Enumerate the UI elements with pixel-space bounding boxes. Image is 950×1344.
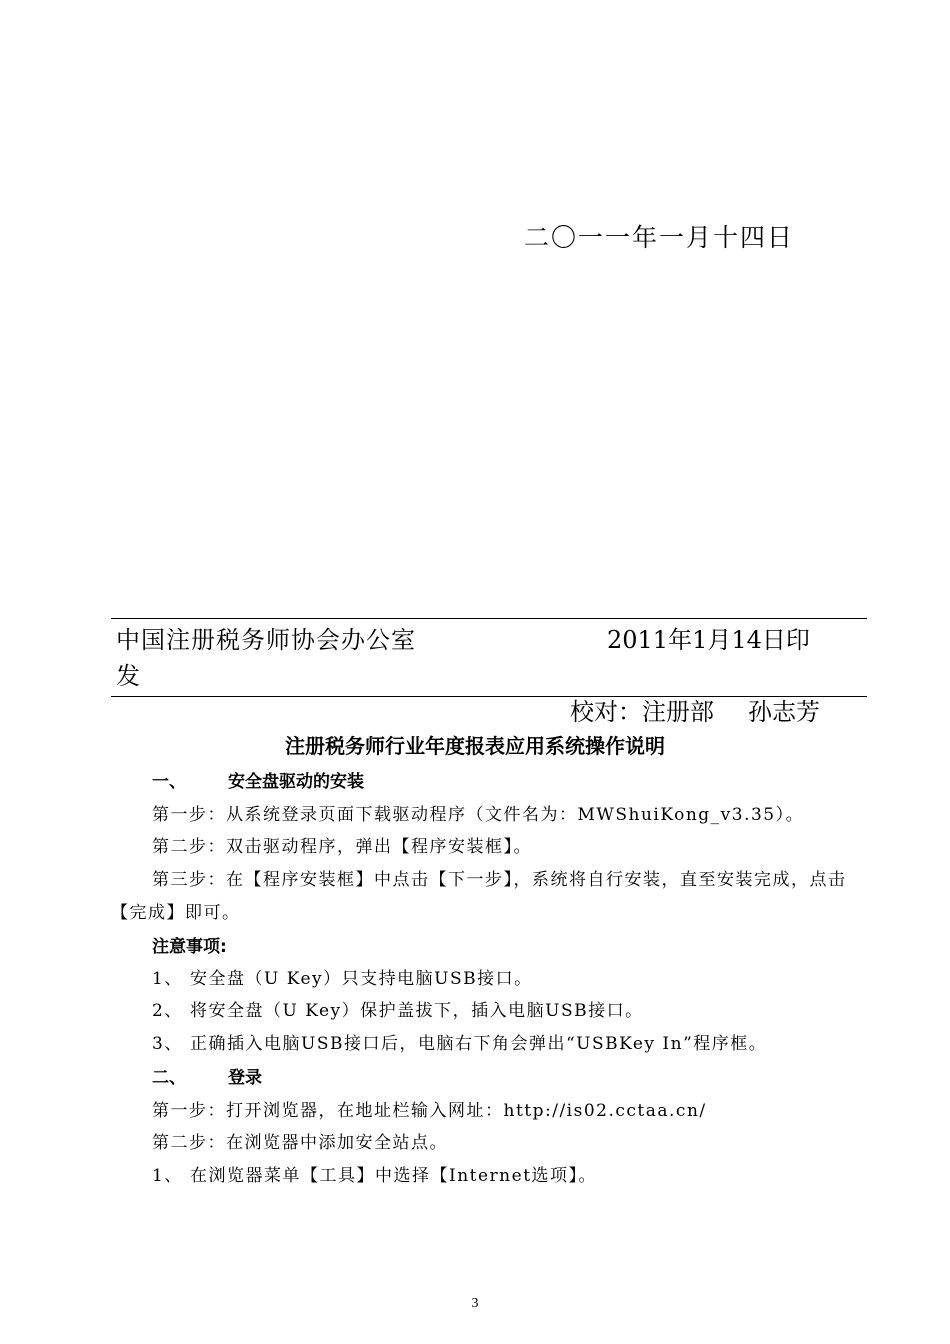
top-rule [111, 618, 867, 619]
section-1-step-1: 第一步：从系统登录页面下载驱动程序（文件名为：MWShuiKong_v3.35）。 [152, 805, 805, 825]
section-2-number: 二、 [152, 1068, 186, 1088]
section-2-heading [152, 1063, 262, 1088]
section-1-step-2: 第二步：双击驱动程序，弹出【程序安装框】。 [152, 837, 532, 857]
proofreader-label: 校对：注册部 [570, 698, 714, 726]
print-date: 2011年1月14日印 [607, 626, 810, 654]
note-number: 2、 [152, 1001, 183, 1021]
section-2-item [152, 1161, 597, 1186]
notes-heading: 注意事项: [152, 937, 227, 957]
document-title: 注册税务师行业年度报表应用系统操作说明 [285, 734, 665, 758]
section-1-step-3: 第三步：在【程序安装框】中点击【下一步】，系统将自行安装，直至安装完成，点击 [152, 870, 847, 890]
section-1-title: 安全盘驱动的安装 [228, 772, 364, 792]
proofreader-person: 孙志芳 [748, 698, 820, 726]
note-number: 1、 [152, 969, 183, 989]
section-2-title: 登录 [228, 1068, 262, 1088]
item-number: 1、 [152, 1166, 183, 1186]
note-number: 3、 [152, 1034, 183, 1054]
issue-date-line: 二〇一一年一月十四日 [524, 223, 795, 252]
section-1-heading [152, 767, 364, 792]
page-number: 3 [471, 1296, 479, 1311]
section-2-step-1: 第一步：打开浏览器，在地址栏输入网址：http://is02.cctaa.cn/ [152, 1101, 707, 1121]
section-1-number: 一、 [152, 772, 186, 792]
print-date-suffix: 发 [116, 662, 140, 690]
item-text: 在浏览器菜单【工具】中选择【Internet选项】。 [190, 1166, 598, 1186]
section-2-step-2: 第二步：在浏览器中添加安全站点。 [152, 1133, 448, 1153]
section-1-step-3-cont: 【完成】即可。 [111, 903, 241, 923]
note-text: 正确插入电脑USB接口后，电脑右下角会弹出“USBKey In”程序框。 [190, 1034, 768, 1054]
note-item [152, 964, 533, 989]
proofreader-line [570, 692, 820, 727]
note-item [152, 1029, 767, 1054]
note-text: 安全盘（U Key）只支持电脑USB接口。 [190, 969, 533, 989]
note-text: 将安全盘（U Key）保护盖拔下，插入电脑USB接口。 [190, 1001, 644, 1021]
issuer-name: 中国注册税务师协会办公室 [116, 626, 416, 654]
note-item [152, 996, 644, 1021]
